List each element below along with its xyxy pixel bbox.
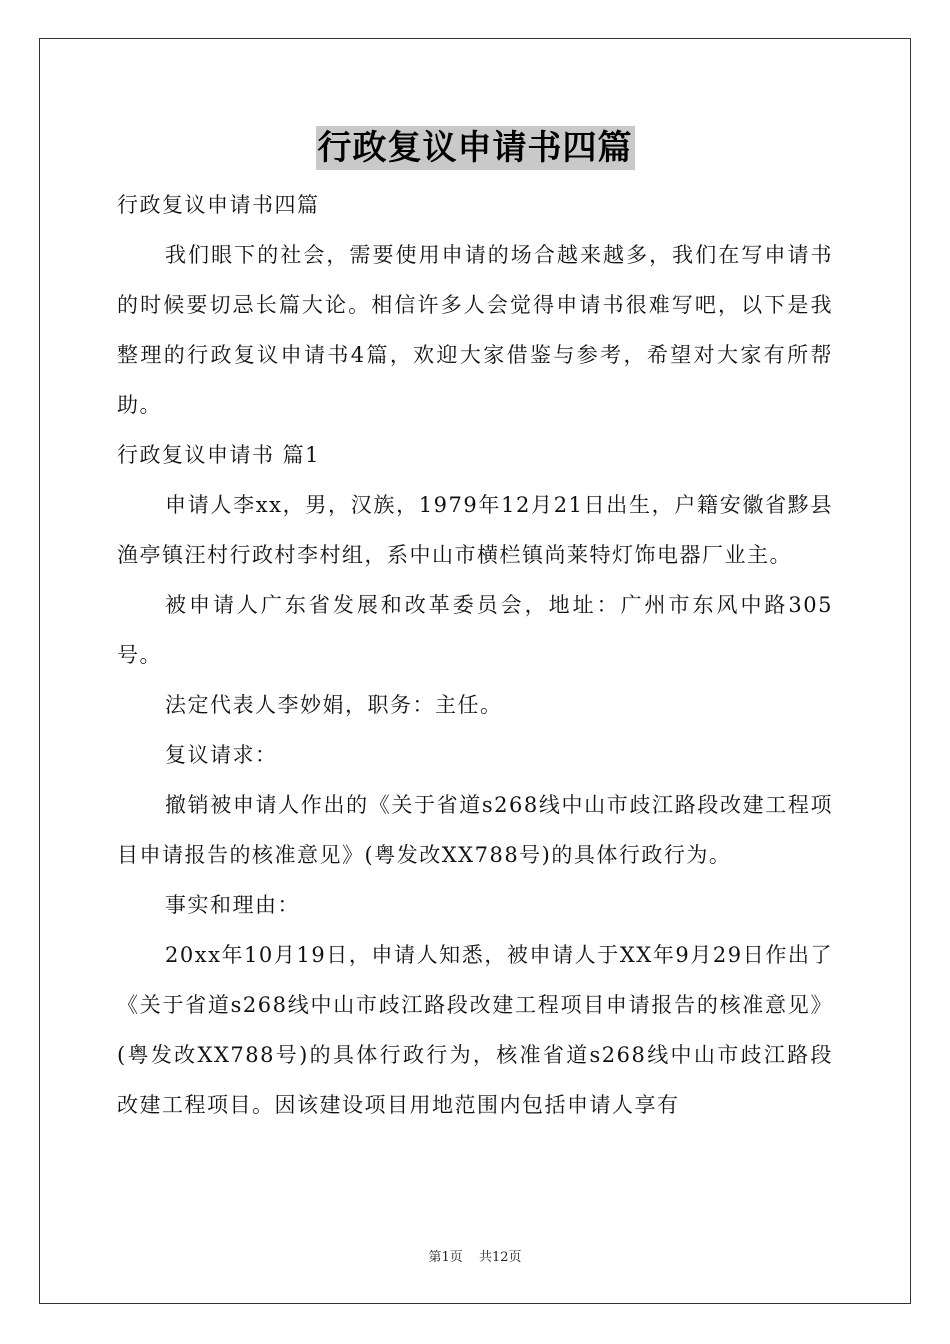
page-number: 第1页 xyxy=(428,1250,463,1265)
paragraph: 20xx年10月19日，申请人知悉，被申请人于XX年9月29日作出了《关于省道s268线中山市歧江路段改建工程项目申请报告的核准意见》(粤发改XX788号)的具体行政行为，核准省道s268线中山市歧江路段改建工程项目。因该建设项目用地范围内包括申请人享有 xyxy=(117,943,833,1117)
title-container xyxy=(0,126,950,170)
paragraph: 申请人李xx，男，汉族，1979年12月21日出生，户籍安徽省黟县渔亭镇汪村行政村李村组，系中山市横栏镇尚莱特灯饰电器厂业主。 xyxy=(117,493,833,567)
paragraph: 撤销被申请人作出的《关于省道s268线中山市歧江路段改建工程项目申请报告的核准意见》(粤发改XX788号)的具体行政行为。 xyxy=(117,793,833,867)
page-total: 共12页 xyxy=(478,1250,522,1265)
paragraph: 法定代表人李妙娟，职务：主任。 xyxy=(165,693,503,717)
paragraph: 被申请人广东省发展和改革委员会，地址：广州市东风中路305号。 xyxy=(117,593,833,667)
document-body xyxy=(117,180,833,1130)
paragraph: 事实和理由： xyxy=(165,893,300,917)
paragraph: 行政复议申请书四篇 xyxy=(117,193,320,217)
paragraph: 我们眼下的社会，需要使用申请的场合越来越多，我们在写申请书的时候要切忌长篇大论。相信许多人会觉得申请书很难写吧，以下是我整理的行政复议申请书4篇，欢迎大家借鉴与参考，希望对大家有所帮助。 xyxy=(117,243,833,417)
page-footer xyxy=(0,1246,950,1265)
paragraph: 复议请求： xyxy=(165,743,278,767)
section-heading: 行政复议申请书 篇1 xyxy=(117,443,321,467)
document-title: 行政复议申请书四篇 xyxy=(317,128,633,168)
